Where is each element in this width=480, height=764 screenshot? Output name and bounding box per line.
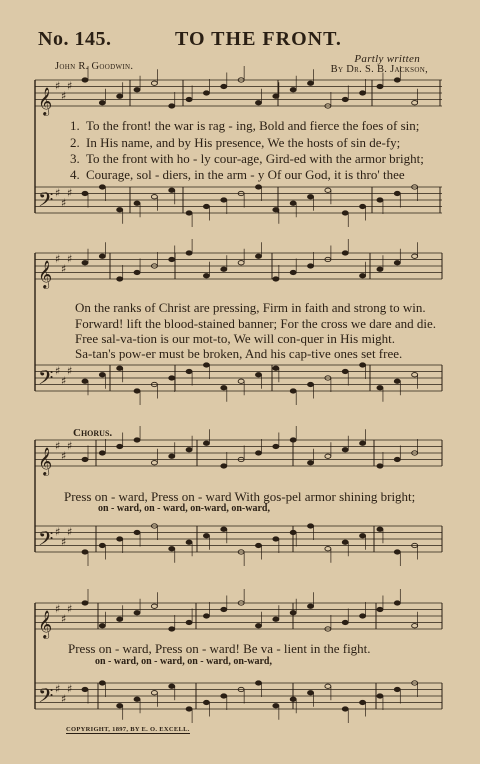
sharp-sign: ♯	[55, 602, 61, 616]
note-head	[290, 611, 296, 615]
note-head	[308, 195, 314, 199]
note-head	[325, 188, 331, 192]
note-head	[134, 389, 140, 393]
sharp-sign: ♯	[61, 612, 67, 626]
note-head	[169, 104, 175, 108]
note-head	[394, 550, 400, 554]
sharp-sign: ♯	[61, 535, 67, 549]
note-head	[221, 694, 227, 698]
sharp-sign: ♯	[61, 692, 67, 706]
note-head	[412, 624, 418, 628]
note-head	[412, 185, 418, 189]
note-head	[412, 451, 418, 455]
note-head	[82, 379, 88, 383]
verse-line: Free sal-va-tion is our mot-to, We will con-quer in His might.	[75, 331, 396, 346]
chorus-label: Chorus.	[73, 427, 113, 439]
clef-symbol: 𝄢	[38, 684, 54, 712]
note-head	[290, 438, 296, 442]
note-head	[221, 464, 227, 468]
note-head	[290, 201, 296, 205]
note-head	[82, 457, 88, 461]
clef-symbol: 𝄢	[38, 366, 54, 394]
note-head	[151, 691, 157, 695]
note-head	[394, 191, 400, 195]
note-head	[117, 537, 123, 541]
note-head	[169, 684, 175, 688]
note-head	[151, 524, 157, 528]
sharp-sign: ♯	[67, 79, 73, 93]
sharp-sign: ♯	[67, 602, 73, 616]
chorus-sub-line: on - ward, on - ward, on-ward, on-ward,	[98, 503, 270, 514]
note-head	[394, 261, 400, 265]
note-head	[256, 254, 262, 258]
copyright-notice: COPYRIGHT, 1897, BY E. O. EXCELL.	[66, 726, 190, 733]
sharp-sign: ♯	[67, 252, 73, 266]
sharp-sign: ♯	[67, 525, 73, 539]
chorus-line: Press on - ward, Press on - ward With gos-pel armor shining bright;	[64, 489, 416, 504]
note-head	[117, 617, 123, 621]
sharp-sign: ♯	[61, 89, 67, 103]
note-head	[134, 270, 140, 274]
sharp-sign: ♯	[61, 449, 67, 463]
note-head	[308, 691, 314, 695]
note-head	[238, 457, 244, 461]
verse-line: 1. To the front! the war is rag - ing, Bold and fierce the foes of sin;	[70, 118, 420, 133]
note-head	[186, 620, 192, 624]
note-head	[82, 687, 88, 691]
note-head	[290, 270, 296, 274]
sharp-sign: ♯	[55, 252, 61, 266]
note-head	[377, 607, 383, 611]
note-head	[186, 707, 192, 711]
note-head	[82, 261, 88, 265]
note-head	[394, 687, 400, 691]
clef-symbol: 𝄢	[38, 527, 54, 555]
note-head	[377, 527, 383, 531]
note-head	[412, 543, 418, 547]
note-head	[203, 363, 209, 367]
note-head	[238, 261, 244, 265]
note-head	[151, 461, 157, 465]
note-head	[117, 277, 123, 281]
note-head	[360, 91, 366, 95]
note-head	[325, 376, 331, 380]
note-head	[238, 601, 244, 605]
sharp-sign: ♯	[55, 186, 61, 200]
note-head	[308, 81, 314, 85]
note-head	[169, 257, 175, 261]
note-head	[151, 382, 157, 386]
note-head	[134, 438, 140, 442]
composer-credit: By Dr. S. B. Jackson,	[330, 64, 428, 75]
note-head	[394, 457, 400, 461]
note-head	[412, 101, 418, 105]
note-head	[290, 697, 296, 701]
note-head	[203, 274, 209, 278]
note-head	[117, 94, 123, 98]
note-head	[342, 369, 348, 373]
note-head	[273, 704, 279, 708]
note-head	[273, 208, 279, 212]
note-head	[342, 620, 348, 624]
note-head	[151, 81, 157, 85]
sharp-sign: ♯	[67, 682, 73, 696]
note-head	[273, 537, 279, 541]
note-head	[82, 191, 88, 195]
note-head	[342, 251, 348, 255]
composer-note: Partly written	[354, 53, 420, 65]
note-head	[221, 198, 227, 202]
note-head	[203, 534, 209, 538]
hymn-number: No. 145.	[38, 28, 112, 50]
sharp-sign: ♯	[67, 364, 73, 378]
note-head	[203, 204, 209, 208]
note-head	[273, 366, 279, 370]
note-head	[238, 191, 244, 195]
note-head	[151, 195, 157, 199]
note-head	[290, 389, 296, 393]
note-head	[308, 524, 314, 528]
note-head	[99, 624, 105, 628]
note-head	[99, 185, 105, 189]
note-head	[117, 208, 123, 212]
note-head	[360, 614, 366, 618]
note-head	[169, 188, 175, 192]
note-head	[325, 104, 331, 108]
note-head	[256, 101, 262, 105]
verse-line: 4. Courage, sol - diers, in the arm - y Of our God, it is thro' thee	[70, 167, 405, 182]
note-head	[203, 441, 209, 445]
note-head	[186, 97, 192, 101]
note-head	[360, 363, 366, 367]
note-head	[394, 601, 400, 605]
verse-line: On the ranks of Christ are pressing, Firm in faith and strong to win.	[75, 300, 426, 315]
sharp-sign: ♯	[67, 186, 73, 200]
note-head	[82, 78, 88, 82]
note-head	[82, 601, 88, 605]
note-head	[273, 444, 279, 448]
note-head	[290, 88, 296, 92]
sharp-sign: ♯	[55, 439, 61, 453]
note-head	[221, 527, 227, 531]
note-head	[308, 461, 314, 465]
note-head	[169, 454, 175, 458]
note-head	[203, 91, 209, 95]
note-head	[99, 451, 105, 455]
note-head	[377, 198, 383, 202]
verse-line: 3. To the front with ho - ly cour-age, Gird-ed with the armor bright;	[70, 151, 424, 166]
note-head	[221, 267, 227, 271]
clef-symbol: 𝄢	[38, 188, 54, 216]
note-head	[134, 201, 140, 205]
note-head	[342, 97, 348, 101]
sharp-sign: ♯	[55, 525, 61, 539]
note-head	[186, 211, 192, 215]
note-head	[186, 369, 192, 373]
note-head	[238, 687, 244, 691]
note-head	[186, 448, 192, 452]
note-head	[360, 700, 366, 704]
note-head	[273, 94, 279, 98]
note-head	[134, 530, 140, 534]
sharp-sign: ♯	[61, 196, 67, 210]
note-head	[151, 604, 157, 608]
verse-line: 2. In His name, and by His presence, We the hosts of sin de-fy;	[70, 135, 401, 150]
note-head	[308, 264, 314, 268]
note-head	[151, 264, 157, 268]
note-head	[169, 376, 175, 380]
note-head	[221, 386, 227, 390]
sharp-sign: ♯	[67, 439, 73, 453]
sharp-sign: ♯	[55, 682, 61, 696]
note-head	[117, 704, 123, 708]
note-head	[360, 274, 366, 278]
note-head	[256, 185, 262, 189]
sharp-sign: ♯	[55, 79, 61, 93]
note-head	[308, 382, 314, 386]
note-head	[99, 373, 105, 377]
note-head	[203, 700, 209, 704]
note-head	[377, 694, 383, 698]
sharp-sign: ♯	[61, 262, 67, 276]
note-head	[99, 543, 105, 547]
note-head	[186, 540, 192, 544]
note-head	[99, 101, 105, 105]
note-head	[256, 624, 262, 628]
note-head	[412, 254, 418, 258]
note-head	[221, 607, 227, 611]
note-head	[273, 617, 279, 621]
note-head	[308, 604, 314, 608]
note-head	[134, 88, 140, 92]
note-head	[360, 441, 366, 445]
note-head	[377, 386, 383, 390]
sharp-sign: ♯	[61, 374, 67, 388]
chorus-sub-line: on - ward, on - ward, on - ward, on-ward,	[95, 656, 272, 667]
note-head	[325, 627, 331, 631]
clef-symbol: 𝄞	[38, 447, 53, 475]
hymn-title: TO THE FRONT.	[175, 28, 342, 50]
note-head	[342, 540, 348, 544]
note-head	[325, 257, 331, 261]
chorus-line: Press on - ward, Press on - ward! Be va - lient in the fight.	[68, 641, 371, 656]
note-head	[238, 78, 244, 82]
note-head	[238, 550, 244, 554]
note-head	[256, 543, 262, 547]
note-head	[221, 84, 227, 88]
note-head	[117, 366, 123, 370]
note-head	[325, 547, 331, 551]
note-head	[412, 681, 418, 685]
note-head	[82, 550, 88, 554]
note-head	[290, 530, 296, 534]
note-head	[99, 681, 105, 685]
note-head	[169, 547, 175, 551]
note-head	[117, 444, 123, 448]
note-head	[360, 534, 366, 538]
note-head	[394, 379, 400, 383]
note-head	[203, 614, 209, 618]
note-head	[99, 254, 105, 258]
sharp-sign: ♯	[55, 364, 61, 378]
note-head	[360, 204, 366, 208]
note-head	[134, 611, 140, 615]
note-head	[273, 277, 279, 281]
clef-symbol: 𝄞	[38, 87, 53, 115]
note-head	[342, 448, 348, 452]
clef-symbol: 𝄞	[38, 260, 53, 288]
note-head	[256, 373, 262, 377]
note-head	[169, 627, 175, 631]
clef-symbol: 𝄞	[38, 610, 53, 638]
note-head	[134, 697, 140, 701]
note-head	[412, 373, 418, 377]
verse-line: Forward! lift the blood-stained banner; For the cross we dare and die.	[75, 316, 437, 331]
note-head	[377, 267, 383, 271]
note-head	[238, 379, 244, 383]
note-head	[186, 251, 192, 255]
note-head	[377, 84, 383, 88]
note-head	[342, 211, 348, 215]
note-head	[342, 707, 348, 711]
note-head	[377, 464, 383, 468]
note-head	[325, 684, 331, 688]
note-head	[325, 454, 331, 458]
verse-line: Sa-tan's pow-er must be broken, And his cap-tive ones set free.	[75, 346, 403, 361]
note-head	[256, 681, 262, 685]
note-head	[256, 451, 262, 455]
author-credit: John R. Goodwin.	[55, 61, 134, 72]
note-head	[394, 78, 400, 82]
